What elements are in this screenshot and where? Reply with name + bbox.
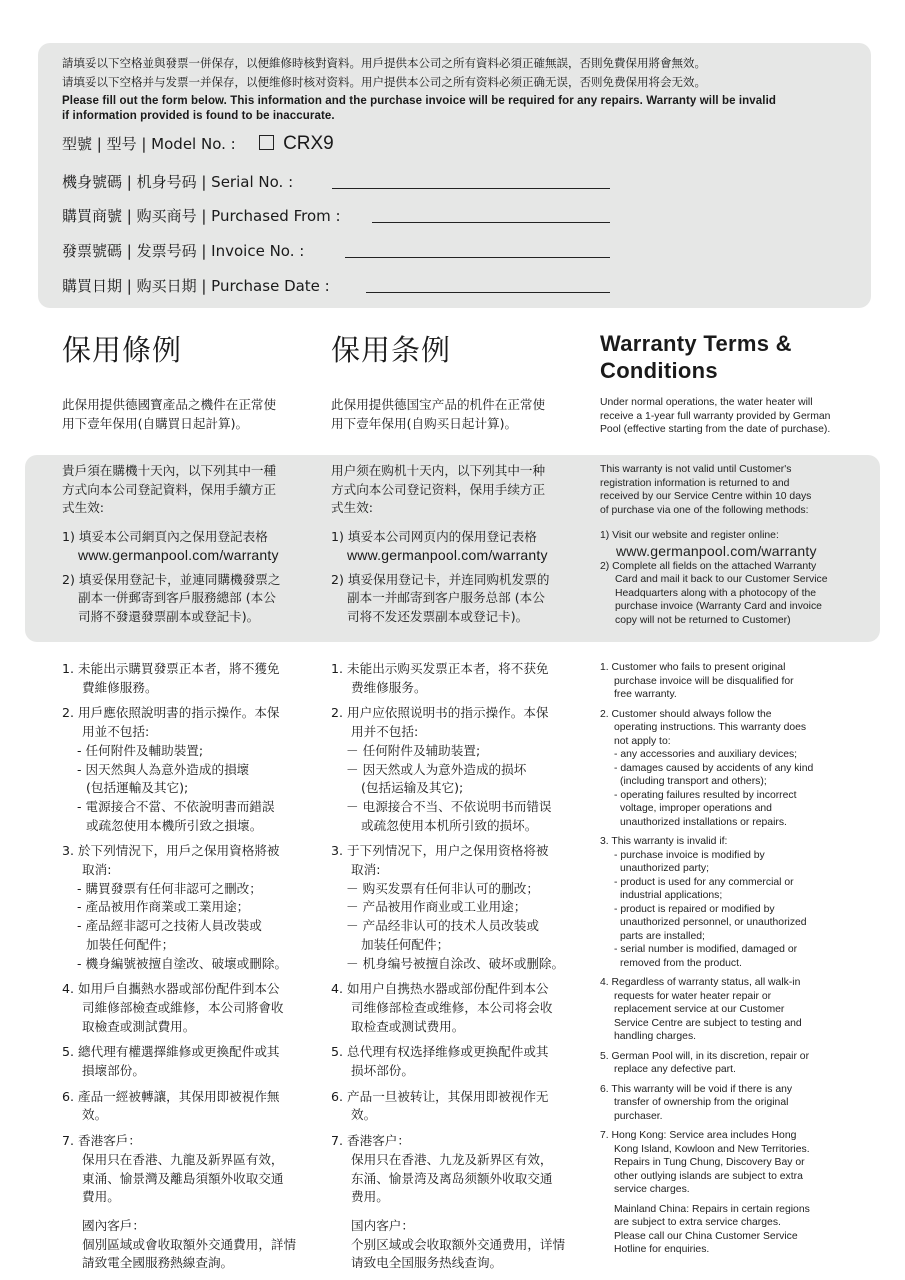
term-1 <box>62 660 322 697</box>
model-checkbox[interactable] <box>259 135 274 150</box>
term-line: - purchase invoice is modified by <box>614 849 765 861</box>
term-line: 费用。 <box>351 1189 389 1205</box>
term-1 <box>600 661 870 702</box>
model-number-label: 型號 | 型号 | Model No. : <box>62 135 236 153</box>
term-line: - 購買發票有任何非認可之刪改； <box>77 880 262 896</box>
term-line: － 电源接合不当、不依说明书而错误 <box>346 798 552 814</box>
registration-line: purchase invoice (Warranty Card and invoice <box>615 601 822 612</box>
invoice-number-label: 發票號碼 | 发票号码 | Invoice No. : <box>62 242 305 260</box>
term-2 <box>62 704 322 835</box>
term-line: 6. 产品一旦被转让，其保用即被视作无 <box>331 1088 549 1104</box>
term-5 <box>62 1043 322 1080</box>
term-line: 4. 如用户自携热水器或部份配件到本公 <box>331 981 549 997</box>
registration-method-2: 2) Complete all fields on the attached Warranty <box>600 560 817 572</box>
term-3 <box>600 835 870 970</box>
term-line: 2. 用戶應依照說明書的指示操作。本保 <box>62 705 280 721</box>
term-line: service charges. <box>614 1184 690 1195</box>
warranty-url-link[interactable]: www.germanpool.com/warranty <box>616 542 817 559</box>
term-line: 費用。 <box>82 1189 120 1205</box>
registration-line: copy will not be returned to Customer) <box>615 614 791 626</box>
term-line: 4. 如用戶自攜熱水器或部份配件到本公 <box>62 981 280 997</box>
registration-method-2: 2) 填妥保用登记卡，并连同购机发票的 <box>331 571 550 587</box>
term-line: 国内客户： <box>351 1217 414 1233</box>
term-line: Hotline for enquiries. <box>614 1244 710 1255</box>
serial-number-field <box>62 171 612 193</box>
term-line: 1. Customer who fails to present original <box>600 662 786 673</box>
term-line: 损坏部份。 <box>351 1063 414 1079</box>
form-notice-traditional: 請填妥以下空格並與發票一併保存，以便維修時核對資料。用戶提供本公司之所有資料必須正確無誤，否則免費保用將會無效。 <box>62 56 706 70</box>
term-5 <box>331 1043 591 1080</box>
term-line: 7. 香港客户： <box>331 1133 410 1149</box>
term-line: - product is used for any commercial or <box>614 876 794 888</box>
term-line: - 任何附件及輔助裝置; <box>77 742 204 758</box>
term-line: - 因天然與人為意外造成的損壞 <box>77 761 250 777</box>
term-line: 5. 總代理有權選擇維修或更換配件或其 <box>62 1044 280 1060</box>
term-line: handling charges. <box>614 1031 697 1042</box>
term-line: Mainland China: Repairs in certain regions <box>614 1203 810 1215</box>
term-line: - damages caused by accidents of any kind <box>614 762 814 774</box>
term-line: 或疏忽使用本机所引致的损坏。 <box>361 817 538 833</box>
registration-line: Headquarters along with a photocopy of the <box>615 587 817 599</box>
term-line: transfer of ownership from the original <box>614 1097 789 1108</box>
registration-line: Card and mail it back to our Customer Service <box>615 574 828 585</box>
term-6 <box>331 1088 591 1125</box>
term-line: 請致電全國服務熱線查詢。 <box>82 1255 234 1271</box>
term-line: 3. 於下列情況下，用戶之保用資格將被 <box>62 843 280 859</box>
term-line: not apply to: <box>614 735 671 747</box>
intro-line: Under normal operations, the water heater will <box>600 397 813 408</box>
term-line: - 機身編號被擅自塗改、破壞或刪除。 <box>77 955 288 971</box>
heading-english <box>600 330 792 384</box>
term-line: 请致电全国服务热线查询。 <box>351 1255 503 1271</box>
term-line: 4. Regardless of warranty status, all walk-in <box>600 977 801 988</box>
term-line: － 购买发票有任何非认可的删改； <box>346 880 539 896</box>
term-line: free warranty. <box>614 689 677 700</box>
term-line: are subject to extra service charges. <box>614 1217 781 1228</box>
term-line: － 产品被用作商业或工业用途； <box>346 899 527 915</box>
term-7 <box>600 1129 870 1257</box>
term-line: 效。 <box>82 1107 108 1123</box>
term-line: - operating failures resulted by incorrect <box>614 789 797 801</box>
terms-traditional <box>62 660 322 1273</box>
term-line: removed from the product. <box>620 957 742 969</box>
form-notice-simplified: 请填妥以下空格并与发票一并保存，以便维修时核对资料。用户提供本公司之所有资料必须正确无误，否则免费保用将会无效。 <box>62 75 706 89</box>
registration-line: 貴戶須在購機十天內，以下列其中一種 <box>62 463 277 478</box>
term-7 <box>62 1132 322 1273</box>
intro-english <box>600 396 860 437</box>
registration-line: 用户须在购机十天内，以下列其中一种 <box>331 463 546 478</box>
term-line: 费维修服务。 <box>351 679 427 695</box>
term-2 <box>331 704 591 835</box>
registration-traditional <box>62 462 322 626</box>
registration-method-1: 1) 填妥本公司網頁內之保用登記表格 <box>62 528 268 544</box>
intro-line: 用下壹年保用(自购买日起计算)。 <box>331 415 518 431</box>
term-line: Repairs in Tung Chung, Discovery Bay or <box>614 1157 805 1168</box>
term-line: 1. 未能出示購買發票正本者，將不獲免 <box>62 661 280 676</box>
term-line: 取消: <box>82 862 112 878</box>
term-2 <box>600 708 870 830</box>
heading-english-line-2: Conditions <box>600 358 718 383</box>
term-line: 取檢查或測試費用。 <box>82 1018 196 1034</box>
purchased-from-field <box>62 205 612 227</box>
registration-line: 式生效: <box>331 500 374 515</box>
term-7 <box>331 1132 591 1273</box>
term-line: - serial number is modified, damaged or <box>614 944 798 955</box>
heading-traditional: 保用條例 <box>62 333 183 367</box>
term-line: 个别区域或会收取额外交通费用，详情 <box>351 1236 566 1252</box>
term-line: - 產品被用作商業或工業用途； <box>77 899 250 915</box>
purchase-date-label: 購買日期 | 购买日期 | Purchase Date : <box>62 277 330 295</box>
term-line: industrial applications; <box>620 890 723 901</box>
term-line: 3. 于下列情况下，用户之保用资格将被 <box>331 843 549 859</box>
registration-method-2: 2) 填妥保用登記卡，並連同購機發票之 <box>62 571 281 587</box>
form-notice-english-line-2: if information provided is found to be inaccurate. <box>62 110 335 122</box>
model-number-value: CRX9 <box>283 133 334 154</box>
term-line: － 因天然或人为意外造成的损坏 <box>346 761 527 777</box>
invoice-number-input[interactable] <box>345 257 610 258</box>
term-line: other outlying islands are subject to extra <box>614 1170 803 1182</box>
term-line: 6. 產品一經被轉讓，其保用即被視作無 <box>62 1088 280 1104</box>
term-line: Service Centre are subject to testing and <box>614 1017 802 1029</box>
term-line: 7. Hong Kong: Service area includes Hong <box>600 1130 797 1141</box>
terms-english <box>600 661 870 1257</box>
purchased-from-label: 購買商號 | 购买商号 | Purchased From : <box>62 207 341 225</box>
purchased-from-input[interactable] <box>372 222 610 223</box>
term-5 <box>600 1050 870 1077</box>
warranty-url-link[interactable]: www.germanpool.com/warranty <box>347 547 548 563</box>
term-line: purchaser. <box>614 1110 663 1122</box>
term-line: 個別區域或會收取額外交通費用，詳情 <box>82 1236 297 1252</box>
registration-method-1: 1) Visit our website and register online: <box>600 530 779 541</box>
term-line: 司維修部檢查或維修，本公司將會收 <box>82 999 284 1015</box>
registration-line: 司将不发还发票副本或登记卡)。 <box>347 608 529 624</box>
term-line: - 產品經非認可之技術人員改裝或 <box>77 918 262 934</box>
form-notice-english-line-1: Please fill out the form below. This information and the purchase invoice will be required for any repairs. Warranty will be invalid <box>62 95 776 107</box>
term-line: 保用只在香港、九龍及新界區有效， <box>82 1151 284 1167</box>
registration-line: 式生效: <box>62 500 105 515</box>
term-line: － 机身编号被擅自涂改、破坏或删除。 <box>346 955 565 971</box>
serial-number-label: 機身號碼 | 机身号码 | Serial No. : <box>62 173 294 191</box>
term-line: (包括运输及其它); <box>361 780 464 796</box>
term-3 <box>62 842 322 973</box>
term-4 <box>62 980 322 1036</box>
intro-simplified <box>331 396 581 433</box>
term-line: unauthorized installations or repairs. <box>620 816 787 828</box>
registration-english <box>600 463 865 627</box>
intro-line: 用下壹年保用(自購買日起計算)。 <box>62 415 249 431</box>
intro-traditional <box>62 396 312 433</box>
term-line: 2. Customer should always follow the <box>600 708 772 720</box>
term-line: 用并不包括: <box>351 724 419 740</box>
terms-simplified <box>331 660 591 1273</box>
term-line: 效。 <box>351 1107 377 1123</box>
invoice-number-field <box>62 240 612 262</box>
term-6 <box>62 1088 322 1125</box>
term-line: - 電源接合不當、不依說明書而錯誤 <box>77 798 275 814</box>
intro-line: 此保用提供德國寶產品之機件在正常使 <box>62 397 277 412</box>
registration-line: This warranty is not valid until Customer's <box>600 464 792 475</box>
registration-line: 副本一併郵寄到客戶服務總部 (本公 <box>78 590 276 605</box>
term-line: replacement service at our Customer <box>614 1004 785 1015</box>
term-line: 取检查或测试费用。 <box>351 1018 465 1034</box>
term-1 <box>331 660 591 697</box>
term-line: － 任何附件及辅助装置; <box>346 742 481 758</box>
heading-english-line-1: Warranty Terms & <box>600 331 792 356</box>
term-line: - product is repaired or modified by <box>614 903 775 915</box>
term-line: 5. German Pool will, in its discretion, repair or <box>600 1050 810 1062</box>
term-line: 加裝任何配件； <box>86 936 175 952</box>
term-line: Kong Island, Kowloon and New Territories. <box>614 1143 810 1155</box>
term-line: 2. 用户应依照说明书的指示操作。本保 <box>331 705 549 721</box>
term-line: replace any defective part. <box>614 1064 736 1075</box>
model-number-field <box>62 133 334 155</box>
term-line: parts are installed; <box>620 930 705 942</box>
term-line: - any accessories and auxiliary devices; <box>614 749 798 760</box>
purchase-date-field <box>62 275 612 297</box>
term-line: voltage, improper operations and <box>620 803 772 814</box>
registration-method-1: 1) 填妥本公司网页内的保用登记表格 <box>331 528 537 544</box>
term-line: 加装任何配件； <box>361 936 450 952</box>
term-line: requests for water heater repair or <box>614 990 772 1002</box>
registration-line: registration information is returned to and <box>600 477 790 489</box>
term-line: 东涌、愉景湾及离岛须额外收取交通 <box>351 1170 553 1186</box>
term-line: 7. 香港客戶： <box>62 1133 141 1149</box>
term-line: (包括運輸及其它); <box>86 780 189 796</box>
term-line: 國內客戶： <box>82 1217 145 1233</box>
registration-line: of purchase via one of the following methods: <box>600 504 809 516</box>
term-line: 1. 未能出示购买发票正本者，将不获免 <box>331 661 549 676</box>
heading-simplified: 保用条例 <box>331 333 452 367</box>
registration-line: 副本一并邮寄到客户服务总部 (本公 <box>347 590 545 605</box>
term-line: operating instructions. This warranty does <box>614 722 807 733</box>
term-line: 5. 总代理有权选择维修或更换配件或其 <box>331 1044 549 1060</box>
term-4 <box>600 976 870 1044</box>
term-line: 司维修部检查或维修，本公司将会收 <box>351 999 553 1015</box>
term-line: 或疏忽使用本機所引致之損壞。 <box>86 817 263 833</box>
registration-line: 方式向本公司登記資料，保用手續方正 <box>62 481 277 497</box>
term-line: 6. This warranty will be void if there is any <box>600 1083 793 1095</box>
term-line: 損壞部份。 <box>82 1063 145 1079</box>
term-line: unauthorized personnel, or unauthorized <box>620 917 807 928</box>
term-line: unauthorized party; <box>620 863 709 874</box>
registration-simplified <box>331 462 591 626</box>
intro-line: Pool (effective starting from the date of purchase). <box>600 424 831 435</box>
term-6 <box>600 1083 870 1124</box>
registration-line: 司將不發還發票副本或登記卡)。 <box>78 608 260 624</box>
registration-line: received by our Service Centre within 10 days <box>600 491 812 502</box>
intro-line: receive a 1-year full warranty provided by German <box>600 410 831 422</box>
serial-number-input[interactable] <box>332 188 610 189</box>
term-line: 東涌、愉景灣及離島須額外收取交通 <box>82 1170 284 1186</box>
term-line: － 产品经非认可的技术人员改装或 <box>346 918 539 934</box>
intro-line: 此保用提供德国宝产品的机件在正常使 <box>331 397 546 412</box>
term-line: (including transport and others); <box>620 776 767 787</box>
term-4 <box>331 980 591 1036</box>
warranty-url-link[interactable]: www.germanpool.com/warranty <box>78 547 279 563</box>
registration-line: 方式向本公司登记资料，保用手续方正 <box>331 481 546 497</box>
term-line: 用並不包括: <box>82 724 150 740</box>
purchase-date-input[interactable] <box>366 292 610 293</box>
term-line: 費維修服務。 <box>82 679 158 695</box>
term-line: 取消: <box>351 862 381 878</box>
term-line: purchase invoice will be disqualified for <box>614 675 794 687</box>
term-3 <box>331 842 591 973</box>
term-line: Please call our China Customer Service <box>614 1230 798 1242</box>
term-line: 保用只在香港、九龙及新界区有效， <box>351 1151 553 1167</box>
form-notice-english <box>62 94 862 124</box>
term-line: 3. This warranty is invalid if: <box>600 836 728 847</box>
